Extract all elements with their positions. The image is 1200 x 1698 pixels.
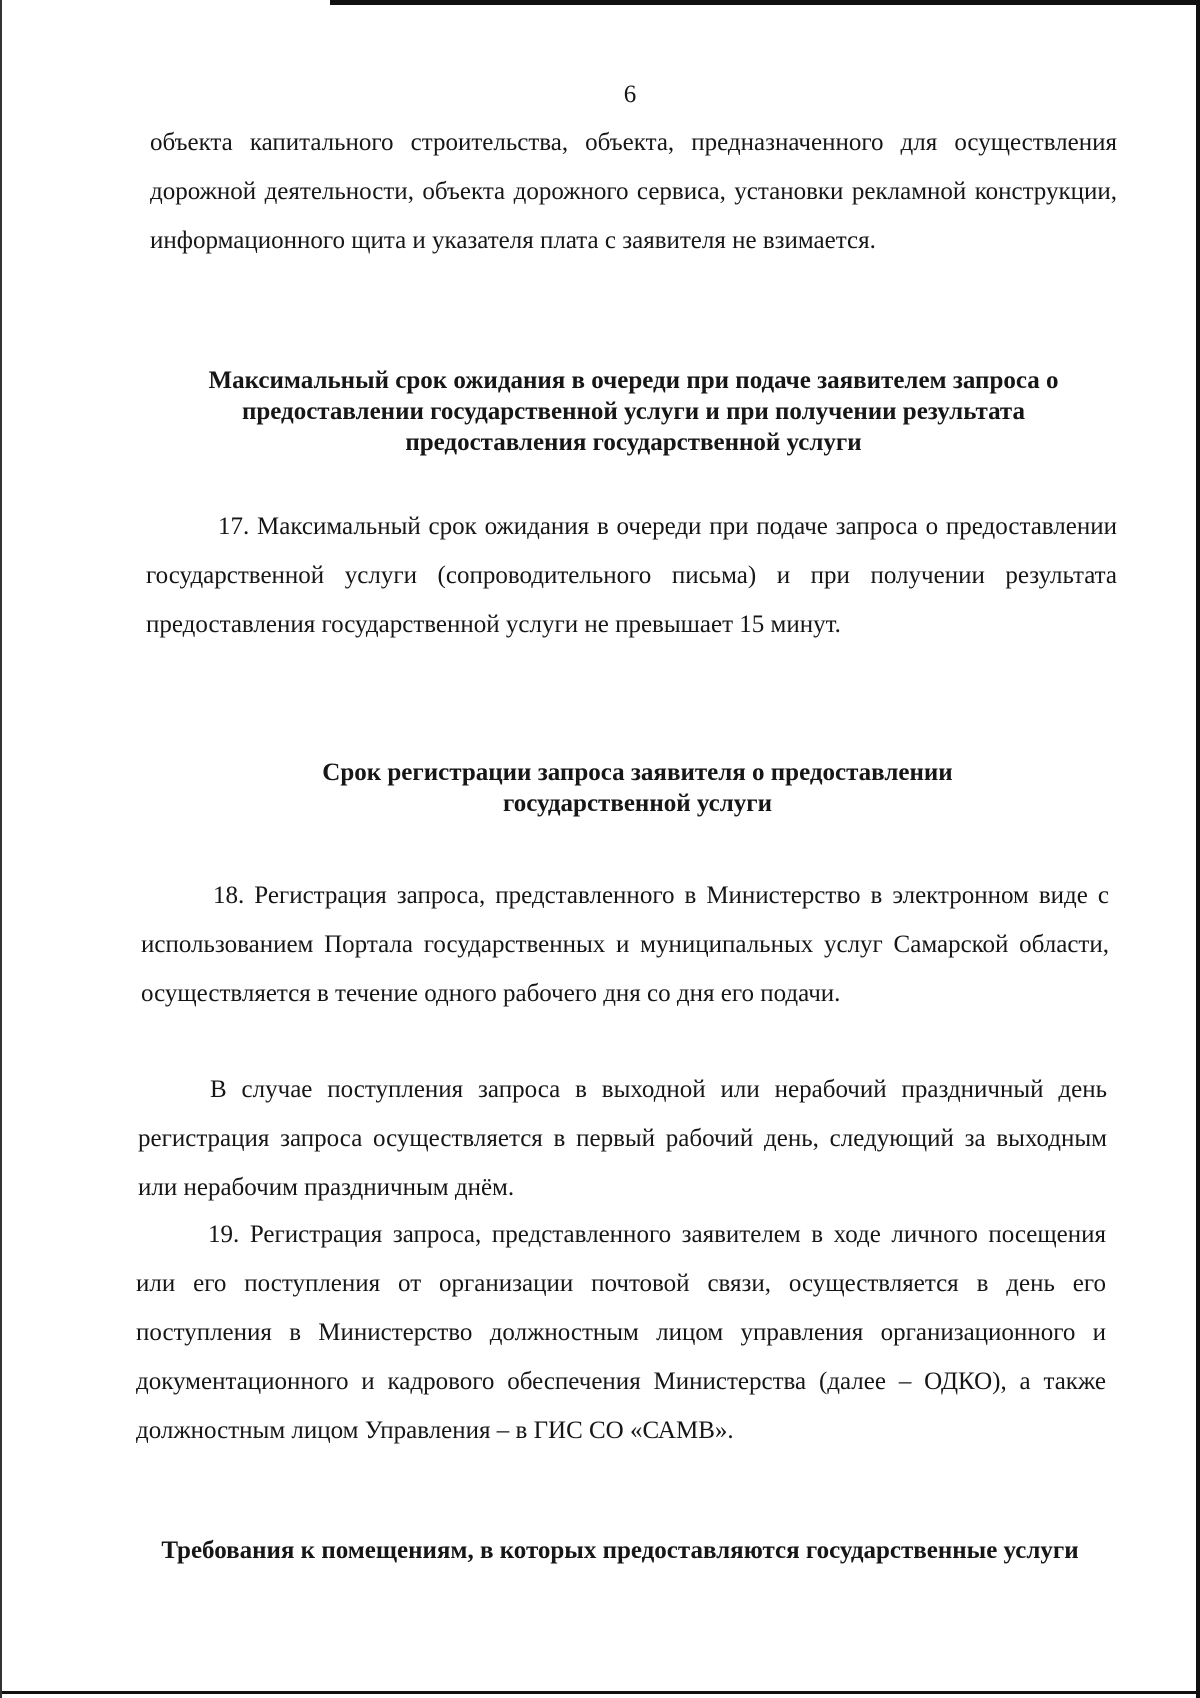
scan-border-top [330,0,1200,5]
scan-border-bottom [0,1691,1200,1694]
scan-border-left [0,0,2,1698]
scan-border-right [1196,0,1200,1698]
section-heading-queue-time: Максимальный срок ожидания в очереди при подаче заявителем запроса о предоставлении государственной услуги и при получении результата предоставления государственной услуги [208,367,1059,456]
page-number: 6 [623,81,637,108]
paragraph-weekend-registration: В случае поступления запроса в выходной или нерабочий праздничный день регистрация запроса осуществляется в первый рабочий день, следующий за выходным или нерабочим праздничным днём. [138,1076,1107,1201]
paragraph-18: 18. Регистрация запроса, представленного в Министерство в электронном виде с использованием Портала государственных и муниципальных услуг Самарской области, осуществляется в течение одного рабочего дня со дня его подачи. [141,882,1109,1007]
paragraph-19: 19. Регистрация запроса, представленного заявителем в ходе личного посещения или его поступления от организации почтовой связи, осуществляется в день его поступления в Министерство должностным лицом управления организационного и документационного и кадрового обеспечения Министерства (далее – ОДКО), а также должностным лицом Управления – в ГИС СО «САМВ». [136,1221,1106,1444]
section-heading-registration-term: Срок регистрации запроса заявителя о предоставлении государственной услуги [322,759,953,817]
section-heading-premises-requirements: Требования к помещениям, в которых предоставляются государственные услуги [161,1537,1079,1564]
paragraph-continuation: объекта капитального строительства, объекта, предназначенного для осуществления дорожной деятельности, объекта дорожного сервиса, установки рекламной конструкции, информационного щита и указателя плата с заявителя не взимается. [150,129,1117,254]
paragraph-17: 17. Максимальный срок ожидания в очереди при подаче запроса о предоставлении государственной услуги (сопроводительного письма) и при получении результата предоставления государственной услуги не превышает 15 минут. [146,513,1117,638]
